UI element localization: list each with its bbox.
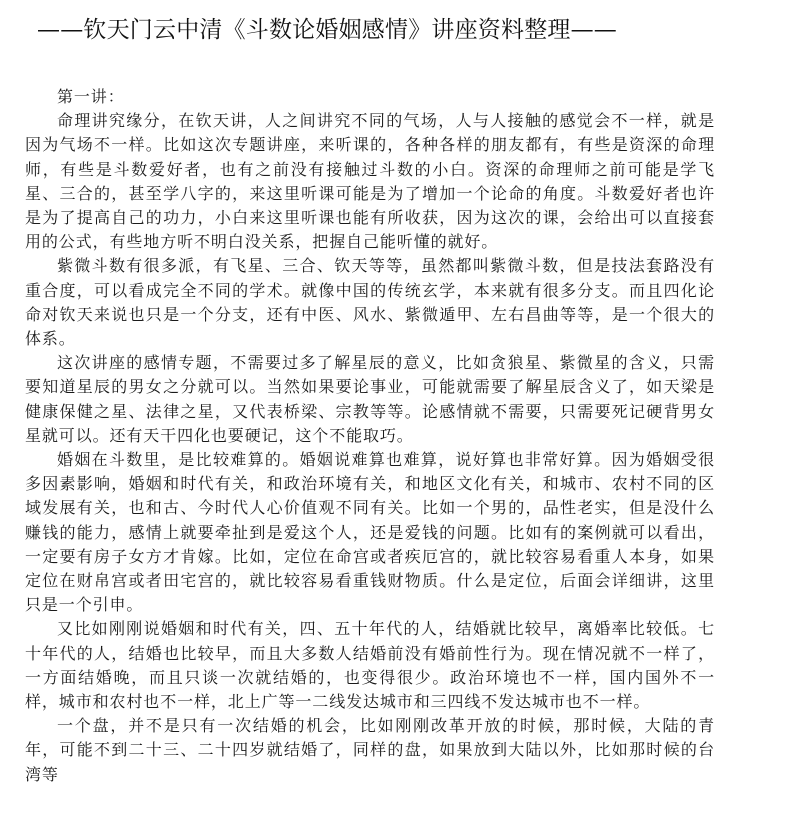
paragraph-4: 婚姻在斗数里，是比较难算的。婚姻说难算也难算，说好算也非常好算。因为婚姻受很多因素影响，婚姻和时代有关，和政治环境有关，和地区文化有关，和城市、农村不同的区域发展有关，也和古、今时代人心价值观不同有关。比如一个男的，品性老实，但是没什么赚钱的能力，感情上就要牵扯到是爱这个人，还是爱钱的问题。比如有的案例就可以看出，一定要有房子女方才肯嫁。比如，定位在命宫或者疾厄宫的，就比较容易看重人本身，如果定位在财帛宫或者田宅宫的，就比较容易看重钱财物质。什么是定位，后面会详细讲，这里只是一个引申。 [25, 450, 715, 615]
paragraph-3: 这次讲座的感情专题，不需要过多了解星辰的意义，比如贪狼星、紫微星的含义，只需要知道星辰的男女之分就可以。当然如果要论事业，可能就需要了解星辰含义了，如天梁是健康保健之星、法律之星，又代表桥梁、宗教等等。论感情就不需要，只需要死记硬背男女星就可以。还有天干四化也要硬记，这个不能取巧。 [25, 353, 715, 445]
paragraph-2: 紫微斗数有很多派，有飞星、三合、钦天等等，虽然都叫紫微斗数，但是技法套路没有重合度，可以看成完全不同的学术。就像中国的传统玄学，本来就有很多分支。而且四化论命对钦天来说也只是一个分支，还有中医、风水、紫微遁甲、左右昌曲等等，是一个很大的体系。 [25, 256, 715, 349]
paragraph-6: 一个盘，并不是只有一次结婚的机会，比如刚刚改革开放的时候，那时候，大陆的青年，可能不到二十三、二十四岁就结婚了，同样的盘，如果放到大陆以外，比如那时候的台湾等 [25, 716, 715, 784]
paragraph-5: 又比如刚刚说婚姻和时代有关，四、五十年代的人，结婚就比较早，离婚率比较低。七十年代的人，结婚也比较早，而且大多数人结婚前没有婚前性行为。现在情况就不一样了，一方面结婚晚，而且只谈一次就结婚的，也变得很少。政治环境也不一样，国内国外不一样，城市和农村也不一样，北上广等一二线发达城市和三四线不发达城市也不一样。 [25, 619, 715, 712]
document-body [25, 85, 715, 787]
lecture-heading: 第一讲： [57, 87, 125, 106]
paragraph-1: 命理讲究缘分，在钦天讲，人之间讲究不同的气场，人与人接触的感觉会不一样，就是因为气场不一样。比如这次专题讲座，来听课的，各种各样的朋友都有，有些是资深的命理师，有些是斗数爱好者，也有之前没有接触过斗数的小白。资深的命理师之前可能是学飞星、三合的，甚至学八字的，来这里听课可能是为了增加一个论命的角度。斗数爱好者也许是为了提高自己的功力，小白来这里听课也能有所收获，因为这次的课，会给出可以直接套用的公式，有些地方听不明白没关系，把握自己能听懂的就好。 [25, 111, 715, 252]
document-title: ——钦天门云中清《斗数论婚姻感情》讲座资料整理—— [37, 17, 617, 43]
